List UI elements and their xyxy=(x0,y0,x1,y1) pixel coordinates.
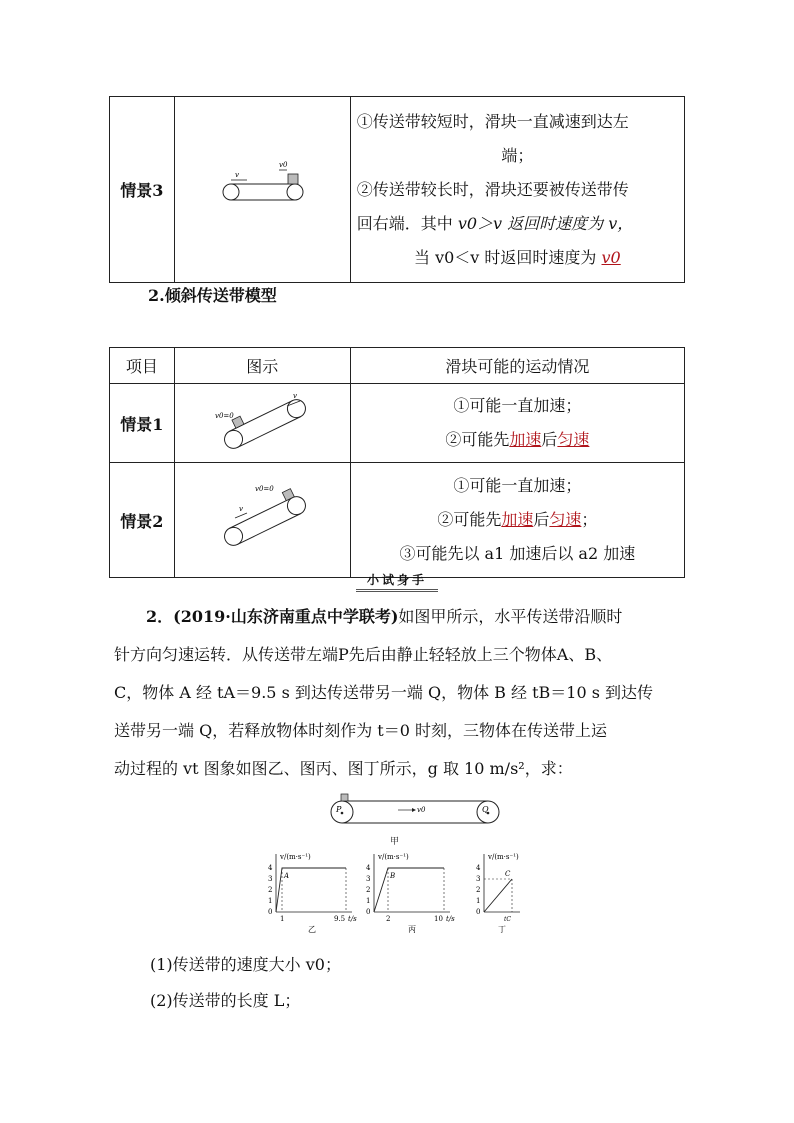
scene3-description xyxy=(350,97,684,283)
scene3-line3: ②传送带较长时，滑块还要被传送带传 xyxy=(356,179,629,199)
scene3-line1: ①传送带较短时，滑块一直减速到达左 xyxy=(356,111,629,131)
problem-line5: 动过程的 vt 图象如图乙、图丙、图丁所示，g 取 10 m/s²，求： xyxy=(114,759,573,778)
svg-text:A: A xyxy=(284,872,290,880)
header-motion: 滑块可能的运动情况 xyxy=(350,348,684,384)
table-horizontal-scene3 xyxy=(109,96,685,283)
figure-vt-charts xyxy=(262,848,522,934)
svg-text:3: 3 xyxy=(268,875,273,883)
chart-bing-series xyxy=(374,868,444,912)
svg-text:B: B xyxy=(390,872,396,880)
svg-text:3: 3 xyxy=(366,875,371,883)
section-title: 2.倾斜传送带模型 xyxy=(148,286,277,305)
svg-text:1: 1 xyxy=(268,897,273,905)
scene3-diagram-cell xyxy=(174,97,350,283)
svg-text:v0: v0 xyxy=(278,161,288,169)
svg-text:v/(m·s⁻¹): v/(m·s⁻¹) xyxy=(488,853,519,861)
svg-text:P: P xyxy=(336,805,342,814)
caption-jia: 甲 xyxy=(390,837,400,847)
incline-up-diagram xyxy=(175,384,350,458)
svg-text:丁: 丁 xyxy=(498,925,506,934)
question-1: (1)传送带的速度大小 v0； xyxy=(150,955,341,974)
svg-text:2: 2 xyxy=(268,886,273,894)
problem-line3: C，物体 A 经 tA＝9.5 s 到达传送带另一端 Q，物体 B 经 tB＝10 s 到达传 xyxy=(114,683,654,702)
svg-text:0: 0 xyxy=(366,908,371,916)
svg-text:2: 2 xyxy=(476,886,481,894)
svg-text:v/(m·s⁻¹): v/(m·s⁻¹) xyxy=(280,853,311,861)
scene2-diagram-cell xyxy=(174,463,350,578)
svg-text:tC: tC xyxy=(504,916,512,923)
problem-line4: 送带另一端 Q，若释放物体时刻作为 t＝0 时刻，三物体在传送带上运 xyxy=(114,721,607,740)
svg-text:4: 4 xyxy=(366,864,371,872)
scene2-label: 情景2 xyxy=(110,463,175,578)
chart-ding xyxy=(476,853,520,934)
svg-text:v0: v0 xyxy=(417,806,426,814)
svg-text:10: 10 xyxy=(434,915,443,923)
figure-belt-jia xyxy=(320,790,510,835)
svg-text:乙: 乙 xyxy=(308,925,316,934)
scene2-line1: ①可能一直加速； xyxy=(453,476,582,495)
svg-text:v0=0: v0=0 xyxy=(214,412,234,420)
header-item: 项目 xyxy=(110,348,175,384)
svg-text:C: C xyxy=(505,870,511,878)
table-inclined-belt xyxy=(109,347,685,578)
svg-text:v: v xyxy=(292,392,297,400)
scene3-line2: 端； xyxy=(501,145,534,165)
incline-down-diagram xyxy=(175,463,350,573)
svg-text:丙: 丙 xyxy=(408,925,416,934)
svg-text:0: 0 xyxy=(476,908,481,916)
svg-text:4: 4 xyxy=(268,864,273,872)
scene1-line2: ②可能先加速后匀速 xyxy=(445,430,590,449)
svg-text:1: 1 xyxy=(366,897,371,905)
section-banner: 小试身手 xyxy=(356,571,438,592)
svg-text:Q: Q xyxy=(482,805,489,814)
svg-text:t/s: t/s xyxy=(446,915,455,923)
svg-text:v/(m·s⁻¹): v/(m·s⁻¹) xyxy=(378,853,409,861)
scene2-line3: ③可能先以 a1 加速后以 a2 加速 xyxy=(399,544,636,563)
problem-line1: 2．(2019·山东济南重点中学联考)如图甲所示，水平传送带沿顺时 xyxy=(146,607,623,626)
scene1-description xyxy=(350,384,684,463)
svg-text:3: 3 xyxy=(476,875,481,883)
svg-text:0: 0 xyxy=(268,908,273,916)
svg-text:v: v xyxy=(234,171,239,179)
scene1-diagram-cell xyxy=(174,384,350,463)
svg-text:2: 2 xyxy=(366,886,371,894)
answer-v0: v0 xyxy=(601,247,621,267)
scene1-line1: ①可能一直加速； xyxy=(453,396,582,415)
problem-line2: 针方向匀速运转．从传送带左端P先后由静止轻轻放上三个物体A、B、 xyxy=(114,645,613,664)
svg-text:4: 4 xyxy=(476,864,481,872)
scene2-description xyxy=(350,463,684,578)
svg-text:v0=0: v0=0 xyxy=(254,485,274,493)
svg-text:t/s: t/s xyxy=(348,915,357,923)
svg-text:1: 1 xyxy=(476,897,481,905)
chart-bing xyxy=(366,853,455,934)
svg-text:v: v xyxy=(238,505,243,513)
question-2: (2)传送带的长度 L； xyxy=(150,991,301,1010)
scene-label: 情景3 xyxy=(110,97,175,283)
scene1-label: 情景1 xyxy=(110,384,175,463)
chart-ding-series xyxy=(484,879,512,912)
header-figure: 图示 xyxy=(174,348,350,384)
svg-text:9.5: 9.5 xyxy=(334,915,346,923)
scene2-line2: ②可能先加速后匀速； xyxy=(437,510,598,529)
scene3-line4: 回右端．其中 v0＞v 返回时速度为 v， xyxy=(356,213,634,233)
scene3-line5: 当 v0＜v 时返回时速度为 v0 xyxy=(413,247,621,267)
horizontal-belt-diagram xyxy=(175,97,350,278)
chart-yi xyxy=(268,853,357,934)
svg-text:2: 2 xyxy=(386,915,391,923)
svg-text:1: 1 xyxy=(280,915,285,923)
